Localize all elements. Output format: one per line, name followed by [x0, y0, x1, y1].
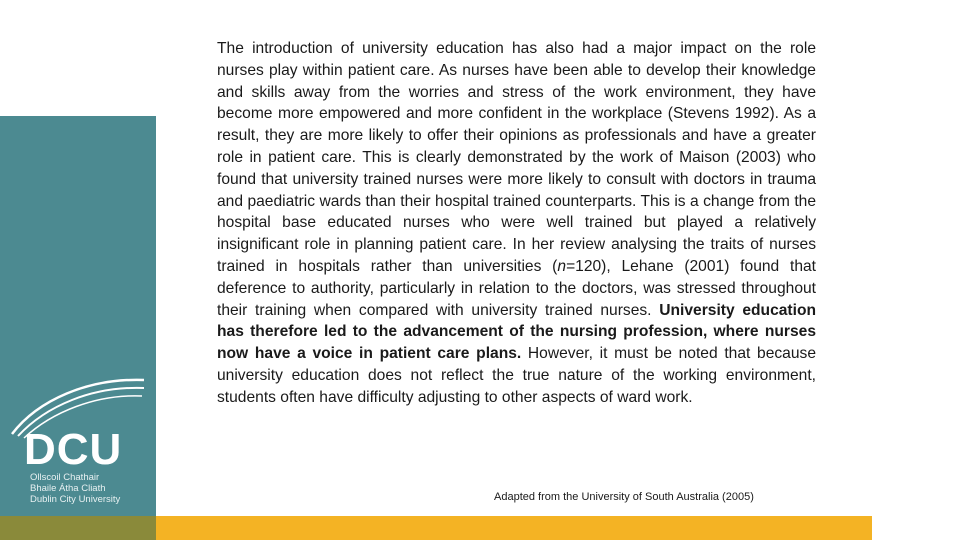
sidebar-footer-strip: [0, 516, 156, 540]
dcu-logo-text: DCU: [24, 425, 123, 474]
accent-bar: [156, 516, 872, 540]
logo-line-irish-1: Ollscoil Chathair: [30, 472, 100, 483]
paragraph-text-3: However, it must be noted that because university education does not reflect the true nature of the working environment, students often have difficulty adjusting to other aspects of ward work.: [217, 345, 816, 406]
paragraph-n-italic: n: [557, 257, 567, 275]
logo-line-english: Dublin City University: [30, 494, 121, 505]
dcu-logo-subtitle: [30, 472, 120, 505]
paragraph-text-1: The introduction of university education has also had a major impact on the role nurses play within patient care. As nurses have been able to develop their knowledge and skills away from the worries and stress of the work environment, they have become more empowered and more confident in the workplace (Stevens 1992). As a result, they are more likely to offer their opinions as professionals and have a greater role in patient care. This is clearly demonstrated by the work of Maison (2003) who found that university trained nurses were more likely to consult with doctors in trauma and paediatric wards than their hospital trained counterparts. This is a change from the hospital base educated nurses who were well trained but played a relatively insignificant role in planning patient care. In her review analysing the traits of nurses trained in hospitals rather than universities (: [217, 40, 816, 275]
source-citation: Adapted from the University of South Australia (2005): [494, 491, 754, 503]
paragraph-text-2: =120), Lehane (2001) found that deference to authority, particularly in relation to the doctors, was stressed throughout their training when compared with university trained nurses.: [217, 257, 817, 319]
logo-line-irish-2: Bhaile Átha Cliath: [30, 483, 106, 494]
main-paragraph: [217, 38, 816, 409]
paragraph-bold-conclusion: University education has therefore led to the advancement of the nursing profession, where nurses now have a voice in patient care plans.: [217, 301, 816, 363]
